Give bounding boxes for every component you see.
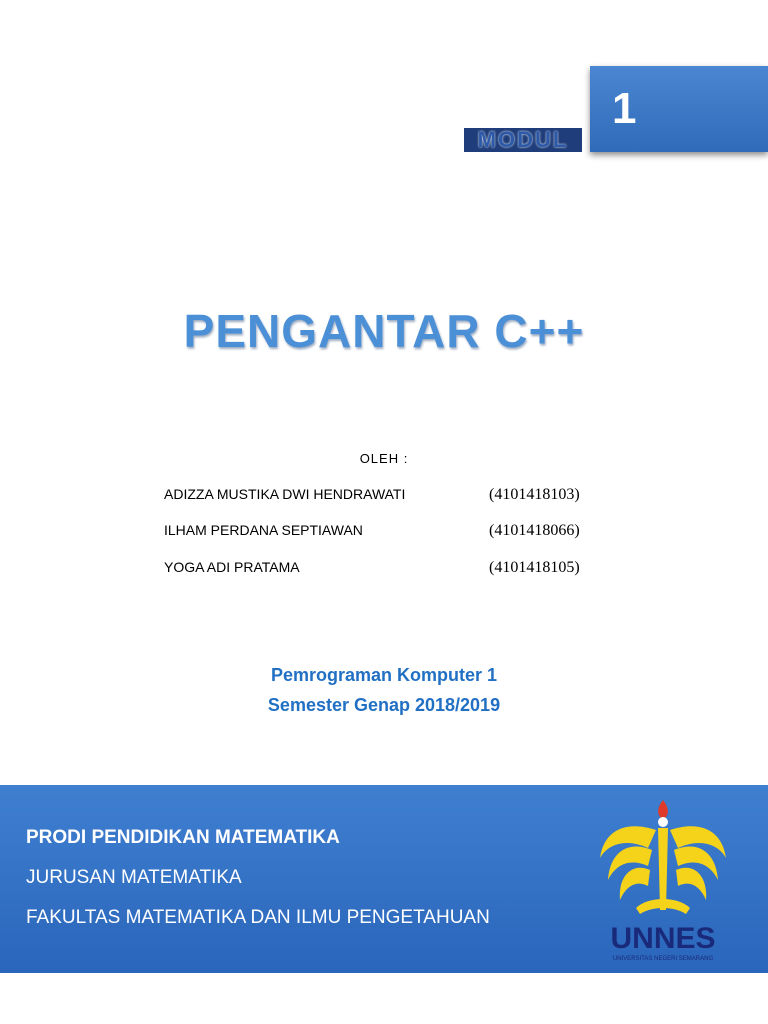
logo-text: UNNES bbox=[610, 922, 716, 955]
footer-fakultas: FAKULTAS MATEMATIKA DAN ILMU PENGETAHUAN bbox=[26, 907, 490, 928]
author-row bbox=[164, 522, 614, 546]
author-name: ADIZZA MUSTIKA DWI HENDRAWATI bbox=[164, 486, 406, 502]
author-name: ILHAM PERDANA SEPTIAWAN bbox=[164, 522, 363, 538]
module-label: MODUL bbox=[464, 128, 582, 152]
oleh-label: OLEH : bbox=[359, 451, 409, 466]
author-row bbox=[164, 486, 614, 510]
unnes-logo bbox=[596, 800, 730, 966]
author-nim: (4101418103) bbox=[489, 486, 580, 503]
author-row bbox=[164, 559, 614, 583]
author-nim: (4101418066) bbox=[489, 522, 580, 539]
logo-subtitle: UNIVERSITAS NEGERI SEMARANG bbox=[612, 956, 714, 962]
author-name: YOGA ADI PRATAMA bbox=[164, 559, 300, 575]
footer-prodi: PRODI PENDIDIKAN MATEMATIKA bbox=[26, 827, 340, 848]
module-number-box bbox=[590, 66, 768, 152]
module-number: 1 bbox=[612, 84, 637, 133]
course-semester: Semester Genap 2018/2019 bbox=[267, 695, 501, 715]
author-nim: (4101418105) bbox=[489, 559, 580, 576]
footer-jurusan: JURUSAN MATEMATIKA bbox=[26, 867, 242, 888]
course-name: Pemrograman Komputer 1 bbox=[270, 665, 498, 685]
document-title: PENGANTAR C++ bbox=[183, 305, 585, 357]
